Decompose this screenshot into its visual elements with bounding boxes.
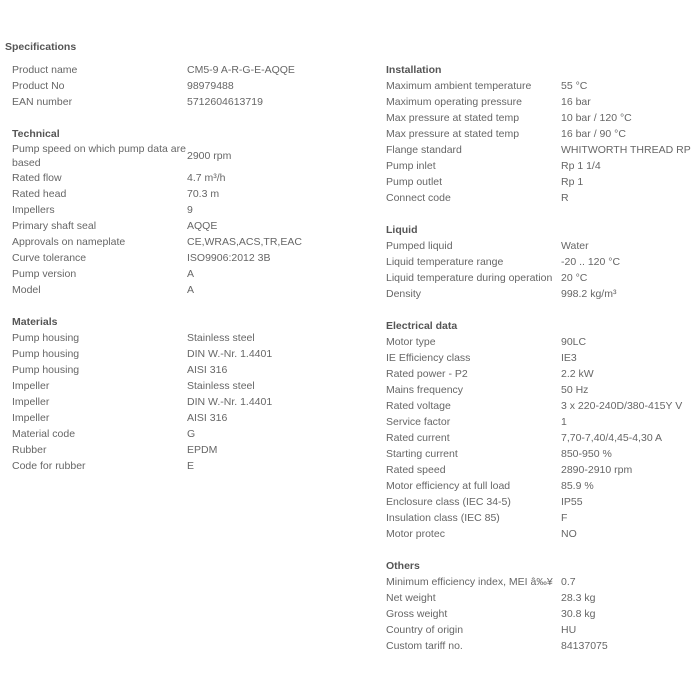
spec-row (12, 378, 367, 394)
spec-value: ISO9906:2012 3B (187, 252, 271, 264)
spec-label: Net weight (386, 592, 436, 604)
spec-label: Connect code (386, 192, 451, 204)
spec-value: AISI 316 (187, 364, 228, 376)
spec-row (386, 430, 696, 446)
spec-label: Rated power - P2 (386, 368, 468, 380)
spec-value: 20 °C (561, 272, 588, 284)
spec-row (386, 398, 696, 414)
spec-row (12, 442, 367, 458)
spec-row (386, 638, 696, 654)
spec-row (386, 606, 696, 622)
spec-section-technical (12, 126, 367, 298)
spec-label: Product name (12, 64, 78, 76)
spec-value: 2.2 kW (561, 368, 594, 380)
section-title: Liquid (386, 224, 418, 236)
spec-label: IE Efficiency class (386, 352, 471, 364)
spec-label: Liquid temperature range (386, 256, 504, 268)
spec-value: AISI 316 (187, 412, 228, 424)
spec-value: F (561, 512, 568, 524)
spec-value: 84137075 (561, 640, 608, 652)
spec-row (386, 590, 696, 606)
spec-label: Pump version (12, 268, 77, 280)
spec-label: Pump outlet (386, 176, 443, 188)
spec-label: Pump housing (12, 332, 80, 344)
spec-label: Impeller (12, 380, 50, 392)
spec-value: 850-950 % (561, 448, 612, 460)
spec-row (12, 94, 367, 110)
spec-row (12, 346, 367, 362)
spec-label: Max pressure at stated temp (386, 128, 520, 140)
spec-value: EPDM (187, 444, 218, 456)
spec-label: Impeller (12, 412, 50, 424)
spec-label: Pumped liquid (386, 240, 453, 252)
spec-value: G (187, 428, 196, 440)
spec-row (386, 366, 696, 382)
section-title: Others (386, 560, 420, 572)
spec-value: 1 (561, 416, 567, 428)
spec-label: Insulation class (IEC 85) (386, 512, 500, 524)
spec-row (386, 574, 696, 590)
spec-row (386, 622, 696, 638)
spec-value: 7,70-7,40/4,45-4,30 A (561, 432, 662, 444)
spec-row (386, 94, 696, 110)
spec-value: A (187, 284, 195, 296)
spec-value: Water (561, 240, 589, 252)
spec-section-product (12, 62, 367, 110)
spec-row (12, 186, 367, 202)
spec-label: Rated current (386, 432, 450, 444)
spec-label: Primary shaft seal (12, 220, 97, 232)
spec-value: 4.7 m³/h (187, 172, 226, 184)
spec-label: Maximum operating pressure (386, 96, 522, 108)
spec-label: Rated speed (386, 464, 446, 476)
spec-label: Motor efficiency at full load (386, 480, 511, 492)
spec-value: -20 .. 120 °C (561, 256, 621, 268)
spec-row (12, 250, 367, 266)
spec-row (386, 158, 696, 174)
spec-label: Impellers (12, 204, 55, 216)
spec-value: AQQE (187, 220, 218, 232)
spec-value: NO (561, 528, 577, 540)
spec-value: 98979488 (187, 80, 234, 92)
section-title: Installation (386, 64, 442, 76)
left-column (12, 62, 367, 490)
spec-value: 85.9 % (561, 480, 594, 492)
spec-value: 2890-2910 rpm (561, 464, 633, 476)
spec-row (12, 426, 367, 442)
spec-label: Motor protec (386, 528, 445, 540)
spec-label: EAN number (12, 96, 73, 108)
spec-row (386, 350, 696, 366)
spec-value: 9 (187, 204, 193, 216)
section-title: Materials (12, 316, 58, 328)
spec-row (386, 414, 696, 430)
spec-label: Max pressure at stated temp (386, 112, 520, 124)
spec-row (386, 382, 696, 398)
spec-row (12, 394, 367, 410)
spec-row (386, 510, 696, 526)
spec-value: 10 bar / 120 °C (561, 112, 632, 124)
spec-value: 998.2 kg/m³ (561, 288, 617, 300)
section-title: Electrical data (386, 320, 458, 332)
spec-label: Pump speed on which pump data are based (12, 143, 186, 169)
spec-value: Stainless steel (187, 380, 255, 392)
spec-label: Liquid temperature during operation (386, 272, 553, 284)
spec-section-electrical-data (386, 318, 696, 542)
spec-value: IP55 (561, 496, 583, 508)
spec-label: Rated voltage (386, 400, 451, 412)
spec-row (386, 254, 696, 270)
spec-row (386, 190, 696, 206)
spec-row (12, 218, 367, 234)
spec-value: DIN W.-Nr. 1.4401 (187, 348, 273, 360)
right-column (386, 62, 696, 670)
spec-value: 90LC (561, 336, 587, 348)
spec-value: HU (561, 624, 577, 636)
spec-label: Gross weight (386, 608, 448, 620)
spec-section-installation (386, 62, 696, 206)
spec-row (386, 238, 696, 254)
spec-label: Mains frequency (386, 384, 464, 396)
spec-label: Rubber (12, 444, 47, 456)
spec-row (386, 110, 696, 126)
section-title: Technical (12, 128, 60, 140)
spec-value: R (561, 192, 569, 204)
spec-label: Approvals on nameplate (12, 236, 126, 248)
spec-row (386, 494, 696, 510)
spec-value: 30.8 kg (561, 608, 596, 620)
spec-value: 16 bar (561, 96, 591, 108)
spec-row (12, 234, 367, 250)
spec-row (386, 78, 696, 94)
spec-value: E (187, 460, 195, 472)
spec-row (386, 270, 696, 286)
spec-value: A (187, 268, 195, 280)
spec-row (12, 62, 367, 78)
spec-label: Rated head (12, 188, 67, 200)
spec-row (12, 282, 367, 298)
spec-value: WHITWORTH THREAD RP (561, 144, 691, 156)
spec-label: Custom tariff no. (386, 640, 463, 652)
spec-label: Pump housing (12, 348, 80, 360)
spec-row (386, 462, 696, 478)
spec-label: Pump housing (12, 364, 80, 376)
spec-label: Country of origin (386, 624, 464, 636)
spec-label: Enclosure class (IEC 34-5) (386, 496, 511, 508)
spec-row (386, 142, 696, 158)
spec-label: Flange standard (386, 144, 462, 156)
spec-label: Pump inlet (386, 160, 436, 172)
spec-value: 16 bar / 90 °C (561, 128, 626, 140)
spec-value: 70.3 m (187, 188, 220, 200)
spec-value: Stainless steel (187, 332, 255, 344)
spec-value: 50 Hz (561, 384, 589, 396)
spec-value: Rp 1 1/4 (561, 160, 601, 172)
spec-value: 28.3 kg (561, 592, 596, 604)
spec-value: 0.7 (561, 576, 576, 588)
spec-row (12, 170, 367, 186)
spec-row (12, 266, 367, 282)
spec-value: CM5-9 A-R-G-E-AQQE (187, 64, 295, 76)
spec-row (386, 526, 696, 542)
spec-value: CE,WRAS,ACS,TR,EAC (187, 236, 302, 248)
spec-label: Code for rubber (12, 460, 86, 472)
page-title: Specifications (5, 41, 77, 53)
spec-section-materials (12, 314, 367, 474)
spec-row (386, 126, 696, 142)
spec-row (12, 202, 367, 218)
spec-section-others (386, 558, 696, 654)
spec-row (12, 458, 367, 474)
spec-row (386, 174, 696, 190)
spec-row (12, 142, 367, 170)
spec-label: Starting current (386, 448, 458, 460)
spec-row (12, 78, 367, 94)
spec-label: Minimum efficiency index, MEI â‰¥ (386, 576, 553, 588)
spec-value: 3 x 220-240D/380-415Y V (561, 400, 683, 412)
spec-value: 5712604613719 (187, 96, 263, 108)
spec-label: Service factor (386, 416, 451, 428)
spec-label: Motor type (386, 336, 436, 348)
spec-row (386, 334, 696, 350)
spec-label: Impeller (12, 396, 50, 408)
spec-row (386, 478, 696, 494)
spec-row (12, 330, 367, 346)
spec-row (12, 410, 367, 426)
spec-label: Rated flow (12, 172, 62, 184)
spec-value: 55 °C (561, 80, 588, 92)
spec-row (12, 362, 367, 378)
spec-label: Model (12, 284, 41, 296)
spec-label: Density (386, 288, 422, 300)
spec-label: Product No (12, 80, 65, 92)
spec-label: Curve tolerance (12, 252, 87, 264)
spec-label: Material code (12, 428, 76, 440)
spec-row (386, 286, 696, 302)
spec-value: DIN W.-Nr. 1.4401 (187, 396, 273, 408)
spec-value: IE3 (561, 352, 577, 364)
spec-value: 2900 rpm (187, 150, 232, 162)
spec-row (386, 446, 696, 462)
spec-section-liquid (386, 222, 696, 302)
spec-value: Rp 1 (561, 176, 584, 188)
spec-label: Maximum ambient temperature (386, 80, 532, 92)
